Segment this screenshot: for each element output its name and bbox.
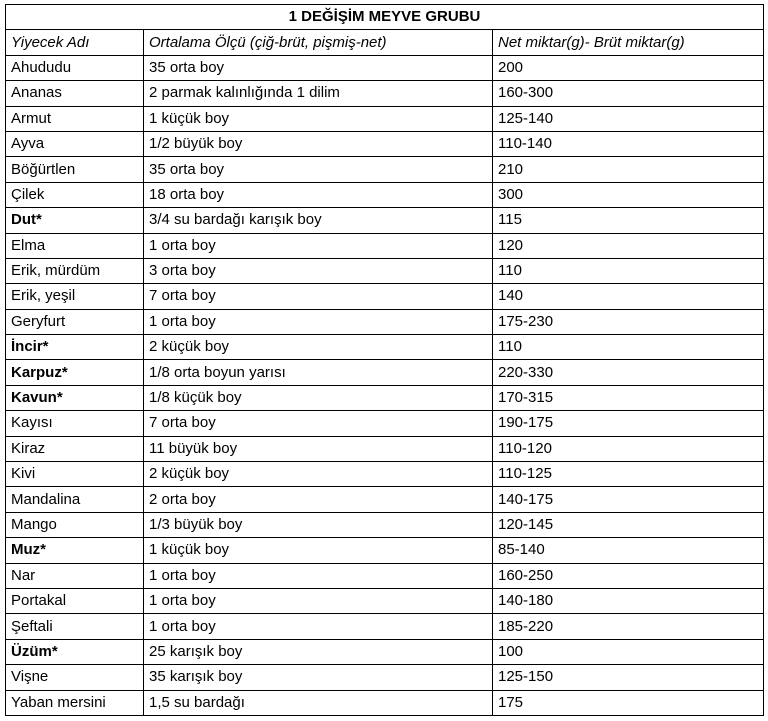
food-name-cell: İncir*	[6, 335, 144, 360]
amount-cell: 220-330	[493, 360, 764, 385]
food-name-cell: Ananas	[6, 81, 144, 106]
food-name-cell: Şeftali	[6, 614, 144, 639]
table-row	[6, 55, 764, 80]
amount-cell: 110-125	[493, 462, 764, 487]
header-food-name: Yiyecek Adı	[6, 30, 144, 55]
amount-cell: 110-120	[493, 436, 764, 461]
measure-cell: 1 orta boy	[144, 614, 493, 639]
measure-cell: 2 parmak kalınlığında 1 dilim	[144, 81, 493, 106]
measure-cell: 1/2 büyük boy	[144, 131, 493, 156]
table-row	[6, 512, 764, 537]
food-name-cell: Dut*	[6, 208, 144, 233]
amount-cell: 175-230	[493, 309, 764, 334]
table-row	[6, 258, 764, 283]
table-row	[6, 106, 764, 131]
amount-cell: 115	[493, 208, 764, 233]
measure-cell: 1 orta boy	[144, 563, 493, 588]
food-name-cell: Mango	[6, 512, 144, 537]
measure-cell: 1 küçük boy	[144, 106, 493, 131]
table-body	[6, 55, 764, 715]
table-row	[6, 690, 764, 715]
table-row	[6, 131, 764, 156]
measure-cell: 1 orta boy	[144, 588, 493, 613]
amount-cell: 140	[493, 284, 764, 309]
fruit-exchange-table	[5, 4, 764, 716]
table-row	[6, 284, 764, 309]
food-name-cell: Kavun*	[6, 385, 144, 410]
table-row	[6, 436, 764, 461]
amount-cell: 160-250	[493, 563, 764, 588]
measure-cell: 2 küçük boy	[144, 462, 493, 487]
amount-cell: 140-175	[493, 487, 764, 512]
measure-cell: 35 orta boy	[144, 157, 493, 182]
table-row	[6, 665, 764, 690]
amount-cell: 160-300	[493, 81, 764, 106]
food-name-cell: Vişne	[6, 665, 144, 690]
measure-cell: 1,5 su bardağı	[144, 690, 493, 715]
measure-cell: 35 karışık boy	[144, 665, 493, 690]
measure-cell: 25 karışık boy	[144, 639, 493, 664]
table-row	[6, 182, 764, 207]
table-row	[6, 233, 764, 258]
food-name-cell: Böğürtlen	[6, 157, 144, 182]
table-row	[6, 563, 764, 588]
table-row	[6, 462, 764, 487]
amount-cell: 190-175	[493, 411, 764, 436]
amount-cell: 110	[493, 335, 764, 360]
food-name-cell: Kivi	[6, 462, 144, 487]
food-name-cell: Ahududu	[6, 55, 144, 80]
measure-cell: 3 orta boy	[144, 258, 493, 283]
amount-cell: 110-140	[493, 131, 764, 156]
table-row	[6, 208, 764, 233]
measure-cell: 18 orta boy	[144, 182, 493, 207]
food-name-cell: Armut	[6, 106, 144, 131]
amount-cell: 300	[493, 182, 764, 207]
table-row	[6, 487, 764, 512]
food-name-cell: Geryfurt	[6, 309, 144, 334]
amount-cell: 110	[493, 258, 764, 283]
table-row	[6, 538, 764, 563]
amount-cell: 200	[493, 55, 764, 80]
table-row	[6, 81, 764, 106]
measure-cell: 1/3 büyük boy	[144, 512, 493, 537]
measure-cell: 1 küçük boy	[144, 538, 493, 563]
header-row	[6, 30, 764, 55]
amount-cell: 185-220	[493, 614, 764, 639]
amount-cell: 125-150	[493, 665, 764, 690]
amount-cell: 85-140	[493, 538, 764, 563]
food-name-cell: Portakal	[6, 588, 144, 613]
table-row	[6, 588, 764, 613]
measure-cell: 7 orta boy	[144, 411, 493, 436]
measure-cell: 2 orta boy	[144, 487, 493, 512]
amount-cell: 170-315	[493, 385, 764, 410]
food-name-cell: Nar	[6, 563, 144, 588]
food-name-cell: Erik, mürdüm	[6, 258, 144, 283]
table-row	[6, 614, 764, 639]
table-row	[6, 385, 764, 410]
table-row	[6, 309, 764, 334]
header-average-measure: Ortalama Ölçü (çiğ-brüt, pişmiş-net)	[144, 30, 493, 55]
amount-cell: 175	[493, 690, 764, 715]
food-name-cell: Çilek	[6, 182, 144, 207]
food-name-cell: Muz*	[6, 538, 144, 563]
table-row	[6, 411, 764, 436]
amount-cell: 210	[493, 157, 764, 182]
food-name-cell: Kayısı	[6, 411, 144, 436]
measure-cell: 1/8 küçük boy	[144, 385, 493, 410]
food-name-cell: Karpuz*	[6, 360, 144, 385]
measure-cell: 35 orta boy	[144, 55, 493, 80]
measure-cell: 1 orta boy	[144, 233, 493, 258]
food-name-cell: Kiraz	[6, 436, 144, 461]
food-name-cell: Üzüm*	[6, 639, 144, 664]
title-row	[6, 5, 764, 30]
food-name-cell: Elma	[6, 233, 144, 258]
measure-cell: 7 orta boy	[144, 284, 493, 309]
table-title: 1 DEĞİŞİM MEYVE GRUBU	[6, 5, 764, 30]
measure-cell: 1 orta boy	[144, 309, 493, 334]
table-row	[6, 639, 764, 664]
food-name-cell: Yaban mersini	[6, 690, 144, 715]
table-row	[6, 360, 764, 385]
measure-cell: 2 küçük boy	[144, 335, 493, 360]
amount-cell: 120-145	[493, 512, 764, 537]
measure-cell: 3/4 su bardağı karışık boy	[144, 208, 493, 233]
amount-cell: 125-140	[493, 106, 764, 131]
header-amount: Net miktar(g)- Brüt miktar(g)	[493, 30, 764, 55]
amount-cell: 140-180	[493, 588, 764, 613]
table-row	[6, 157, 764, 182]
measure-cell: 1/8 orta boyun yarısı	[144, 360, 493, 385]
amount-cell: 120	[493, 233, 764, 258]
amount-cell: 100	[493, 639, 764, 664]
food-name-cell: Ayva	[6, 131, 144, 156]
table-row	[6, 335, 764, 360]
food-name-cell: Erik, yeşil	[6, 284, 144, 309]
food-name-cell: Mandalina	[6, 487, 144, 512]
measure-cell: 11 büyük boy	[144, 436, 493, 461]
